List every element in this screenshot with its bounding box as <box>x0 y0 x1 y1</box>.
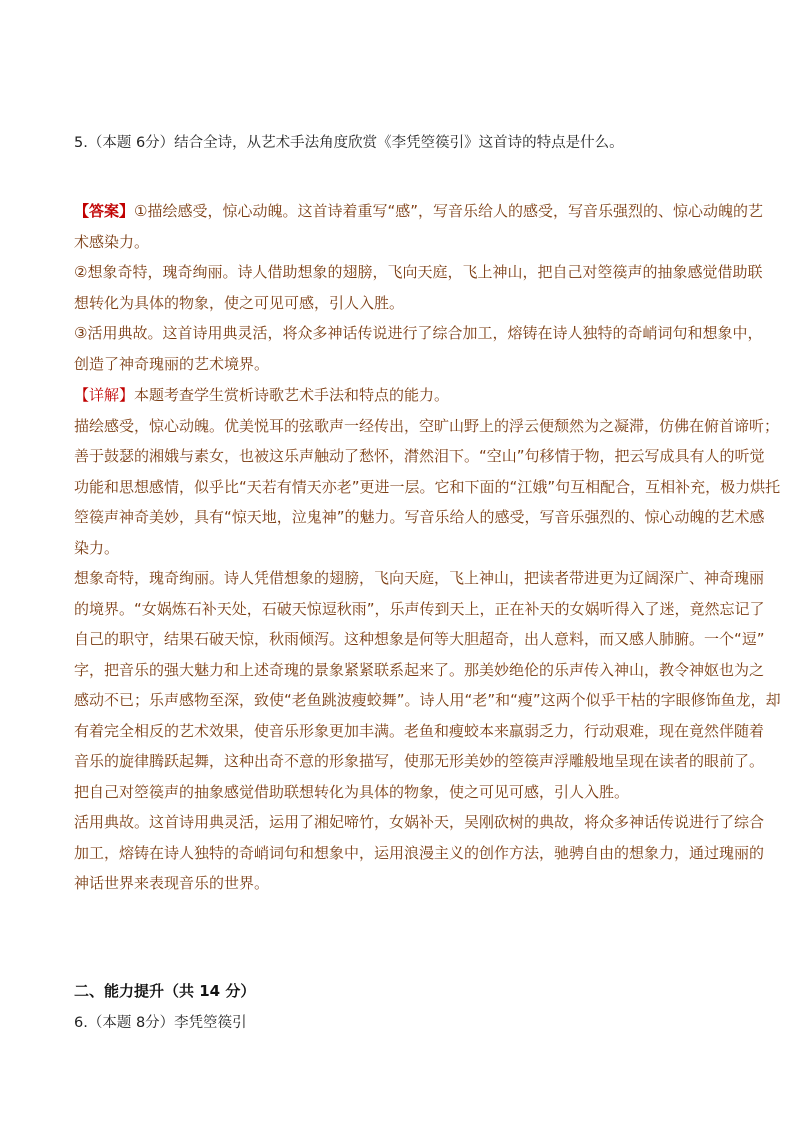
detail-line: 染力。 <box>74 538 120 557</box>
detail-line: 描绘感受，惊心动魄。优美悦耳的弦歌声一经传出，空旷山野上的浮云便颓然为之凝滞，仿佛在俯首谛听； <box>74 416 780 435</box>
detail-line: 加工，熔铸在诗人独特的奇峭词句和想象中，运用浪漫主义的创作方法，驰骋自由的想象力，通过瑰丽的 <box>74 843 765 862</box>
question-5 <box>74 132 734 154</box>
question-6: 6.（本题 8分）李凭箜篌引 <box>74 1015 247 1031</box>
detail-line: 自己的职守，结果石破天惊，秋雨倾泻。这种想象是何等大胆超奇，出人意料，而又感人肺腑。一个“逗” <box>74 630 765 648</box>
detail-block <box>74 380 781 899</box>
detail-line: 的境界。“女娲炼石补天处，石破天惊逗秋雨”，乐声传到天上，正在补天的女娲听得入了迷，竟然忘记了 <box>74 599 765 618</box>
answer-tag: 【答案】 <box>74 202 135 220</box>
detail-tag: 【详解】 <box>74 386 135 404</box>
detail-line <box>74 380 744 411</box>
detail-line: 想象奇特，瑰奇绚丽。诗人凭借想象的翅膀，飞向天庭，飞上神山，把读者带进更为辽阔深广、神奇瑰丽 <box>74 569 765 587</box>
detail-intro: 本题考查学生赏析诗歌艺术手法和特点的能力。 <box>134 386 450 404</box>
section-title: 二、能力提升（共 14 分） <box>74 982 256 1000</box>
answer-line <box>74 196 764 227</box>
answer-line-text: ①描绘感受，惊心动魄。这首诗着重写“感”，写音乐给人的感受，写音乐强烈的、惊心动魄的艺 <box>134 202 764 220</box>
detail-line: 音乐的旋律腾跃起舞，这种出奇不意的形象描写，使那无形美妙的箜篌声浮雕般地呈现在读者的眼前了。 <box>74 752 765 770</box>
detail-line: 神话世界来表现音乐的世界。 <box>74 874 270 892</box>
detail-line: 功能和思想感情，似乎比“天若有情天亦老”更进一层。它和下面的“江娥”句互相配合，互相补充，极力烘托 <box>74 477 781 496</box>
detail-line: 活用典故。这首诗用典灵活，运用了湘妃啼竹，女娲补天，吴刚砍树的典故，将众多神话传说进行了综合 <box>74 813 765 831</box>
detail-line: 感动不已；乐声感物至深，致使“老鱼跳波瘦蛟舞”。诗人用“老”和“瘦”这两个似乎干枯的字眼修饰鱼龙，却 <box>74 691 781 709</box>
answer-line: ②想象奇特，瑰奇绚丽。诗人借助想象的翅膀，飞向天庭，飞上神山，把自己对箜篌声的抽象感觉借助联 <box>74 263 763 281</box>
detail-line: 把自己对箜篌声的抽象感觉借助联想转化为具体的物象，使之可见可感，引人入胜。 <box>74 782 630 801</box>
detail-line: 箜篌声神奇美妙，具有“惊天地，泣鬼神”的魅力。写音乐给人的感受，写音乐强烈的、惊心动魄的艺术感 <box>74 508 765 526</box>
detail-line: 字，把音乐的强大魅力和上述奇瑰的景象紧紧联系起来了。那美妙绝伦的乐声传入神山，教令神妪也为之 <box>74 660 765 679</box>
answer-line: 术感染力。 <box>74 232 150 251</box>
detail-line: 善于鼓瑟的湘娥与素女，也被这乐声触动了愁怀，潸然泪下。“空山”句移情于物，把云写成具有人的听觉 <box>74 447 765 465</box>
answer-block <box>74 196 764 379</box>
detail-line: 有着完全相反的艺术效果，使音乐形象更加丰满。老鱼和瘦蛟本来羸弱乏力，行动艰难，现在竟然伴随着 <box>74 721 765 740</box>
answer-line: ③活用典故。这首诗用典灵活，将众多神话传说进行了综合加工，熔铸在诗人独特的奇峭词句和想象中， <box>74 324 763 342</box>
answer-line: 想转化为具体的物象，使之可见可感，引人入胜。 <box>74 293 405 312</box>
answer-line: 创造了神奇瑰丽的艺术境界。 <box>74 354 270 373</box>
question-5-text: 5.（本题 6分）结合全诗，从艺术手法角度欣赏《李凭箜篌引》这首诗的特点是什么。 <box>74 135 624 151</box>
